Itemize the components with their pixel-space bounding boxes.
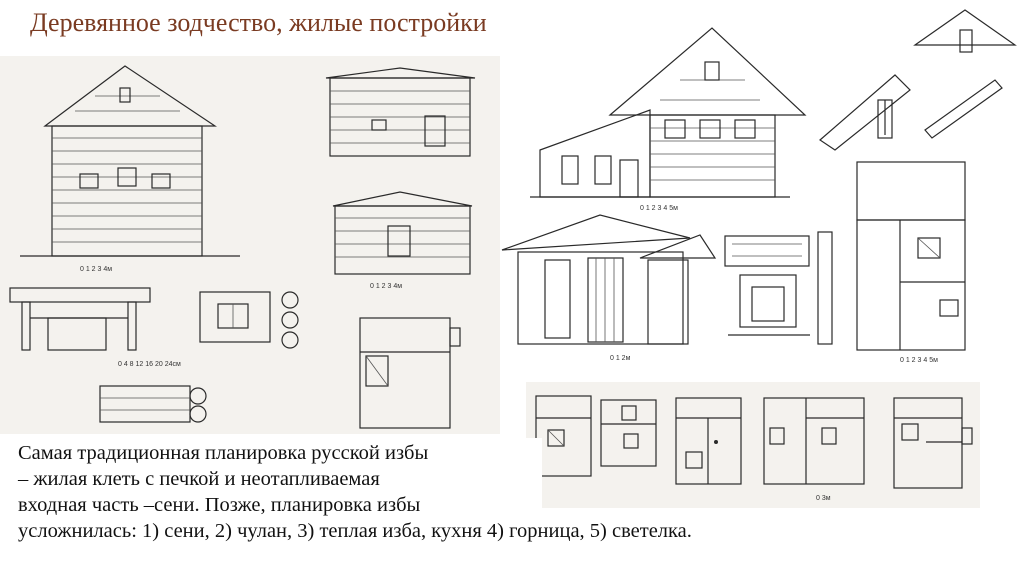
log-house-drawings-image: [0, 56, 500, 434]
two-storey-house-elevation: [530, 28, 805, 197]
floor-plan-4: [764, 398, 864, 484]
gate-and-porch-drawing: [502, 215, 715, 344]
svg-text:0 1 2 3 4м: 0 1 2 3 4м: [370, 283, 403, 290]
izba-floor-plans-image: [526, 382, 980, 508]
body-text: [14, 438, 692, 546]
window-detail: [200, 292, 298, 348]
gable-ornament-details: [820, 10, 1015, 150]
log-house-floor-plan: [360, 318, 460, 428]
svg-text:0 1 2 3 4 5м: 0 1 2 3 4 5м: [900, 357, 938, 364]
body-line: входная часть –сени. Позже, планировка избы: [18, 494, 421, 516]
svg-text:0 1 2 3 4м: 0 1 2 3 4м: [80, 266, 113, 273]
body-line: – жилая клеть с печкой и неотапливаемая: [18, 468, 380, 490]
porch-detail: [10, 288, 150, 350]
log-house-drawings-panel: [0, 56, 500, 434]
izba-floor-plans-panel: [526, 382, 980, 508]
svg-text:0 4 8 12 16 20 24см: 0 4 8 12 16 20 24см: [118, 361, 181, 368]
log-house-front-elevation: [20, 66, 240, 256]
small-house-side-elevation: [326, 68, 475, 156]
window-trim-detail: [725, 232, 832, 344]
floor-plan-3: [676, 398, 741, 484]
svg-text:0 3м: 0 3м: [816, 495, 831, 502]
slide-title: Деревянное зодчество, жилые постройки: [30, 8, 487, 37]
log-joint-detail: [100, 386, 206, 422]
floor-plan-2: [601, 400, 656, 466]
log-house-section: [333, 192, 472, 274]
floor-plan-1: [536, 396, 591, 476]
svg-text:0 1 2 3 4 5м: 0 1 2 3 4 5м: [640, 205, 678, 212]
two-storey-house-image: [500, 0, 1024, 378]
floor-plan-5: [894, 398, 972, 488]
body-line: Самая традиционная планировка русской избы: [18, 442, 429, 464]
svg-text:0 1 2м: 0 1 2м: [610, 355, 631, 362]
two-storey-house-panel: [500, 0, 1024, 378]
two-storey-floor-plan: [857, 162, 965, 350]
body-line: усложнилась: 1) сени, 2) чулан, 3) теплая изба, кухня 4) горница, 5) светелка.: [18, 520, 692, 542]
